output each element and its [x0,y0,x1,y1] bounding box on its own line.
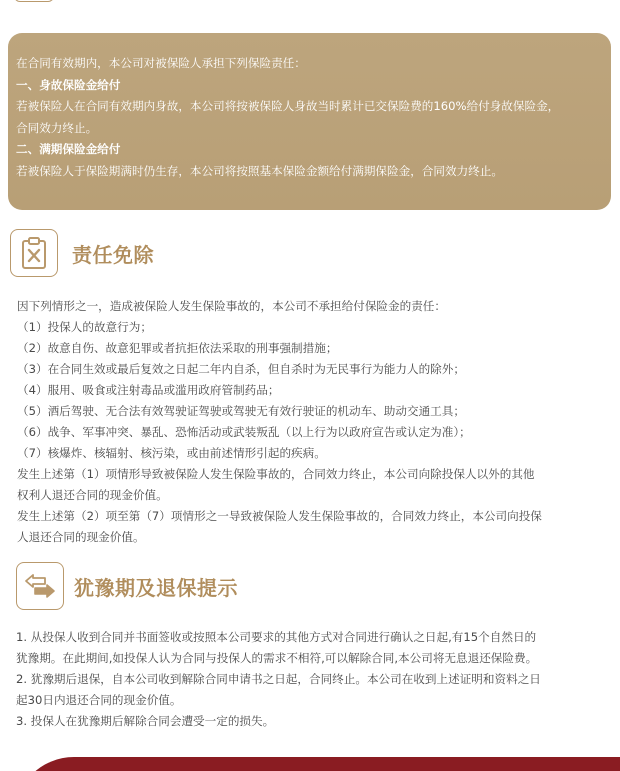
exclusion-item: （4）服用、吸食或注射毒品或滥用政府管制药品； [17,383,280,397]
exclusions-header [10,229,154,277]
cooling-off-title: 犹豫期及退保提示 [74,575,238,600]
exclusion-item: （2）故意自伤、故意犯罪或者抗拒依法采取的刑事强制措施； [17,341,338,355]
cooling-off-item-1: 1. 从投保人收到合同并书面签收或按照本公司要求的其他方式对合同进行确认之日起,有15个自然日的 [16,630,537,644]
exclusion-item: （6）战争、军事冲突、暴乱、恐怖活动或武装叛乱（以上行为以政府宣告或认定为准）； [17,425,471,439]
exclusion-item: （5）酒后驾驶、无合法有效驾驶证驾驶或驾驶无有效行驶证的机动车、助动交通工具； [17,404,465,418]
exclusion-note-1-cont: 权利人退还合同的现金价值。 [17,488,168,502]
cooling-off-item-3: 3. 投保人在犹豫期后解除合同会遭受一定的损失。 [16,714,275,728]
return-arrows-icon [16,562,64,610]
death-benefit-heading: 一、身故保险金给付 [16,77,121,92]
exclusion-item: （3）在合同生效或最后复效之日起二年内自杀，但自杀时为无民事行为能力人的除外； [17,362,465,376]
exclusion-item: （1）投保人的故意行为； [17,320,152,334]
cooling-off-item-1-cont: 犹豫期。在此期间,如投保人认为合同与投保人的需求不相符,可以解除合同,本公司将无息退还保险费。 [16,651,538,665]
exclusions-body [17,296,612,548]
exclusion-note-1: 发生上述第（1）项情形导致被保险人发生保险事故的，合同效力终止，本公司向除投保人以外的其他 [17,467,535,481]
cooling-off-body [16,627,611,732]
exclusion-note-2: 发生上述第（2）项至第（7）项情形之一导致被保险人发生保险事故的，合同效力终止，本公司向投保 [17,509,542,523]
coverage-card [8,33,611,210]
exclusion-item: （7）核爆炸、核辐射、核污染，或由前述情形引起的疾病。 [17,446,326,460]
maturity-benefit-text: 若被保险人于保险期满时仍生存，本公司将按照基本保险金额给付满期保险金，合同效力终止。 [16,163,503,178]
bottom-banner-shape [14,757,620,771]
top-decoration [14,0,54,2]
maturity-benefit-heading: 二、满期保险金给付 [16,142,121,157]
cooling-off-header [10,562,238,610]
cooling-off-item-2-cont: 起30日内退还合同的现金价值。 [16,693,182,707]
exclusion-note-2-cont: 人退还合同的现金价值。 [17,530,145,544]
coverage-intro: 在合同有效期内，本公司对被保险人承担下列保险责任： [16,56,306,70]
exclusions-intro: 因下列情形之一，造成被保险人发生保险事故的，本公司不承担给付保险金的责任： [17,299,446,313]
clipboard-x-icon [10,229,58,277]
exclusions-title: 责任免除 [72,242,154,267]
death-benefit-text: 若被保险人在合同有效期内身故，本公司将按被保险人身故当时累计已交保险费的160%给付身故保险金， [16,99,560,114]
cooling-off-item-2: 2. 犹豫期后退保，自本公司收到解除合同申请书之日起，合同终止。本公司在收到上述证明和资料之日 [16,672,541,686]
bottom-banner [0,757,620,771]
death-benefit-text-cont: 合同效力终止。 [16,120,98,135]
